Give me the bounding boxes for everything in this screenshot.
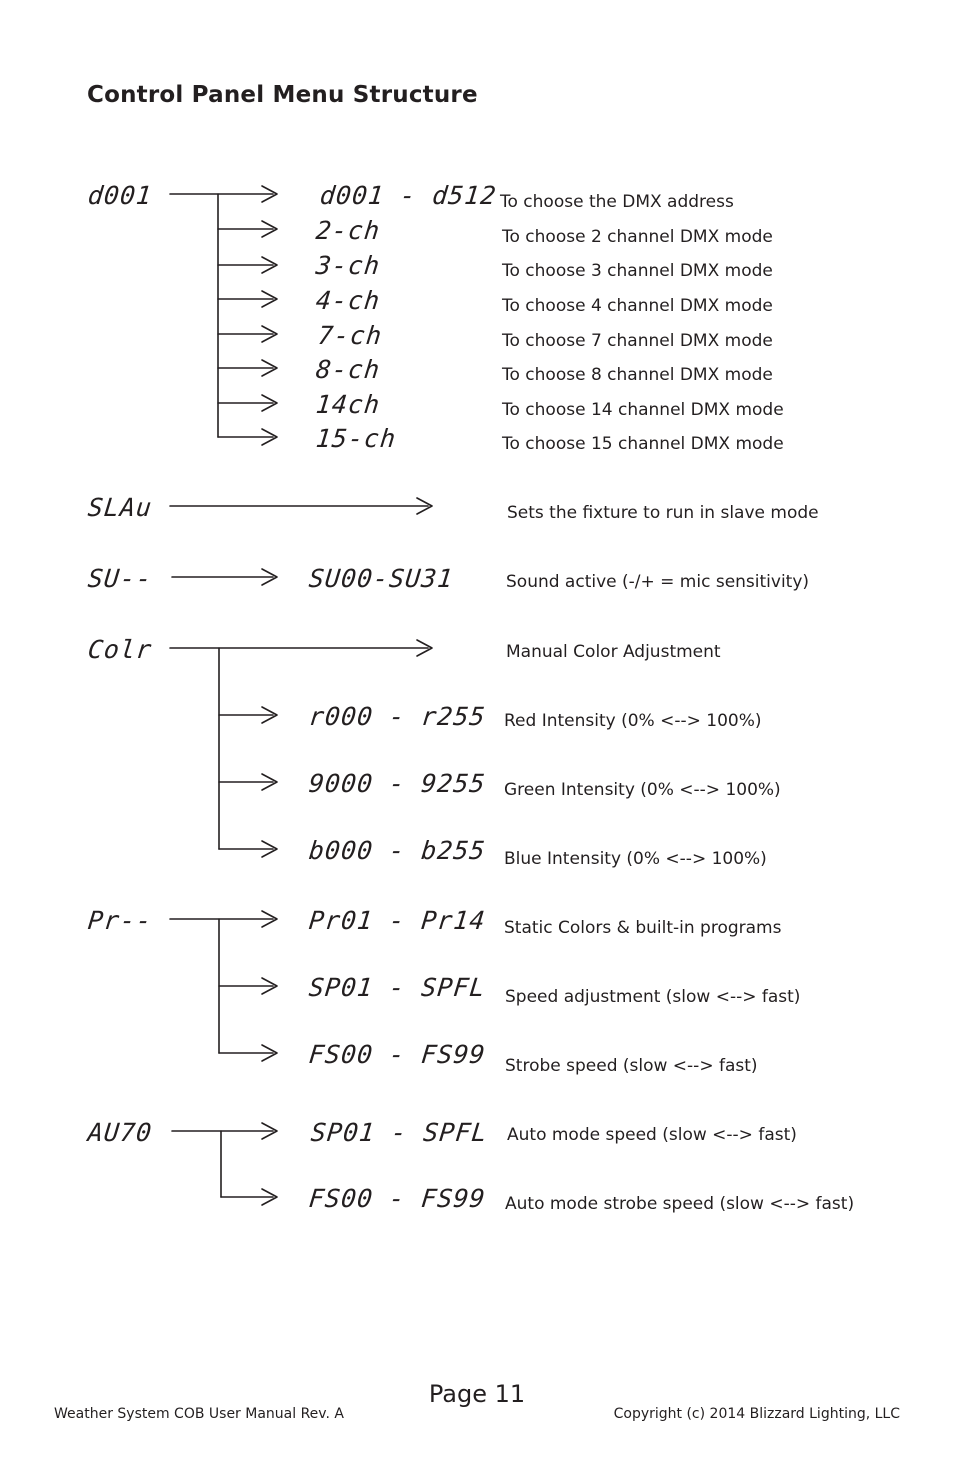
- color-option-description: Blue Intensity (0% <--> 100%): [504, 849, 767, 869]
- dmx-option-description: To choose 2 channel DMX mode: [502, 227, 773, 247]
- auto-option-description: Auto mode strobe speed (slow <--> fast): [505, 1194, 855, 1214]
- sound-description: Sound active (-/+ = mic sensitivity): [506, 572, 810, 592]
- auto-option-code: FS00 - FS99: [307, 1184, 488, 1213]
- menu-code-sound: SU--: [86, 564, 154, 593]
- dmx-option-description: To choose 7 channel DMX mode: [502, 331, 773, 351]
- page-title: Control Panel Menu Structure: [87, 82, 478, 108]
- menu-code-program: Pr--: [86, 906, 154, 935]
- dmx-option-description: To choose the DMX address: [500, 192, 734, 212]
- dmx-option-code: 8-ch: [314, 355, 382, 384]
- program-option-description: Strobe speed (slow <--> fast): [505, 1056, 758, 1076]
- color-branch-lines: [170, 640, 432, 857]
- auto-option-code: SP01 - SPFL: [309, 1118, 490, 1147]
- dmx-option-description: To choose 14 channel DMX mode: [502, 400, 784, 420]
- menu-code-dmx: d001: [86, 181, 154, 210]
- page-number: Page 11: [428, 1380, 526, 1408]
- auto-option-description: Auto mode speed (slow <--> fast): [507, 1125, 797, 1145]
- footer-copyright: Copyright (c) 2014 Blizzard Lighting, LLC: [613, 1406, 900, 1422]
- program-option-code: SP01 - SPFL: [307, 973, 488, 1002]
- program-option-description: Speed adjustment (slow <--> fast): [505, 987, 801, 1007]
- program-option-description: Static Colors & built-in programs: [504, 918, 782, 938]
- dmx-option-description: To choose 4 channel DMX mode: [502, 296, 773, 316]
- color-option-code: 9000 - 9255: [307, 769, 488, 798]
- color-option-description: Green Intensity (0% <--> 100%): [504, 780, 781, 800]
- menu-code-color: Colr: [86, 635, 154, 664]
- color-option-description: Red Intensity (0% <--> 100%): [504, 711, 762, 731]
- dmx-option-description: To choose 3 channel DMX mode: [502, 261, 773, 281]
- sound-branch-lines: [172, 569, 277, 585]
- footer-manual-title: Weather System COB User Manual Rev. A: [54, 1406, 344, 1422]
- menu-code-auto: AU70: [86, 1118, 154, 1147]
- dmx-option-code: 4-ch: [314, 286, 382, 315]
- slave-branch-lines: [170, 498, 432, 514]
- color-option-code: r000 - r255: [307, 702, 488, 731]
- dmx-option-code: 2-ch: [314, 216, 382, 245]
- sound-option-code: SU00-SU31: [307, 564, 455, 593]
- dmx-option-description: To choose 8 channel DMX mode: [502, 365, 773, 385]
- dmx-option-code: 14ch: [314, 390, 382, 419]
- dmx-option-code: 15-ch: [314, 424, 398, 453]
- dmx-option-code: 3-ch: [314, 251, 382, 280]
- dmx-option-description: To choose 15 channel DMX mode: [502, 434, 784, 454]
- auto-branch-lines: [172, 1123, 277, 1205]
- slave-description: Sets the fixture to run in slave mode: [507, 503, 819, 523]
- program-option-code: Pr01 - Pr14: [307, 906, 488, 935]
- program-option-code: FS00 - FS99: [307, 1040, 488, 1069]
- dmx-option-code: 7-ch: [316, 321, 384, 350]
- dmx-branch-lines: [170, 186, 277, 445]
- menu-code-slave: SLAu: [86, 493, 154, 522]
- color-description: Manual Color Adjustment: [506, 642, 721, 662]
- dmx-option-code: d001 - d512: [318, 181, 499, 210]
- color-option-code: b000 - b255: [307, 836, 488, 865]
- program-branch-lines: [170, 911, 277, 1061]
